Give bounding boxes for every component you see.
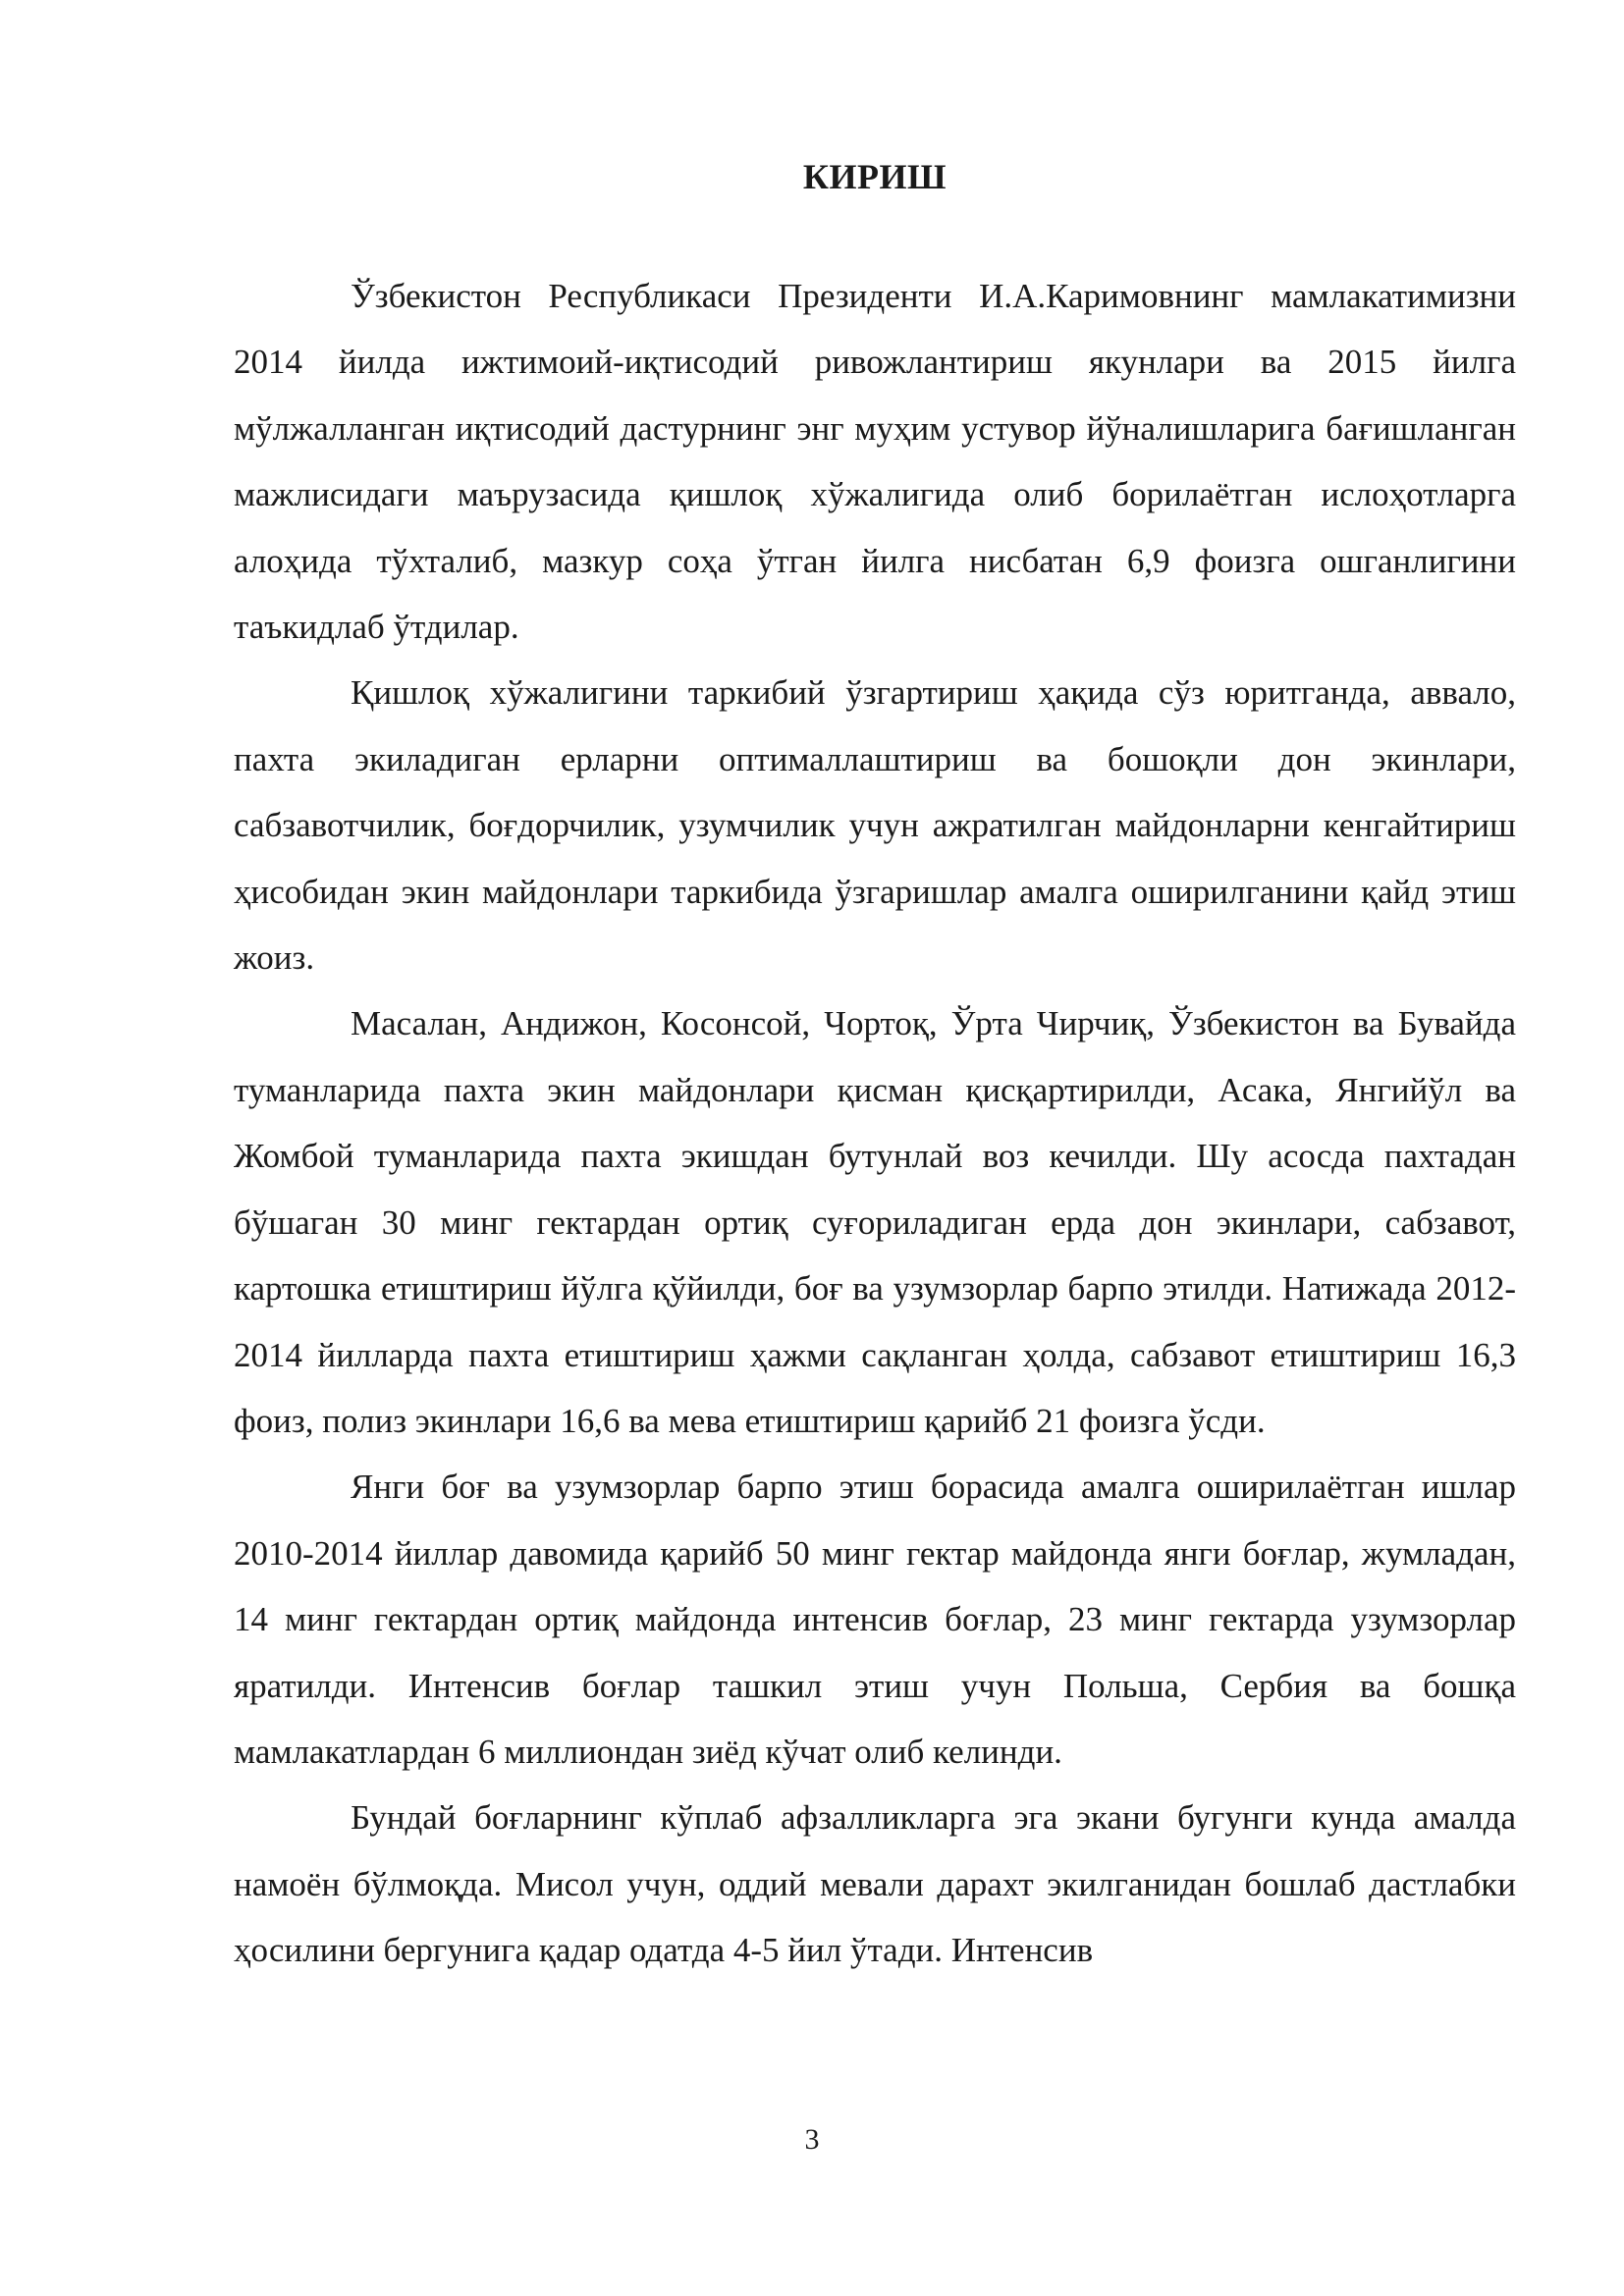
page-title: КИРИШ	[802, 157, 947, 196]
page-number: 3	[804, 2123, 820, 2156]
document-page	[234, 147, 1516, 2248]
paragraph-5: Бундай боғларнинг кўплаб афзалликларга эга экани бугунги кунда амалда намоён бўлмоқда. Мисол учун, оддий мевали дарахт экилганидан бошлаб дастлабки ҳосилини бергунига қадар одатда 4-5 йил ўтади. Интенсив	[234, 1798, 1516, 1970]
paragraph-2: Қишлоқ хўжалигини таркибий ўзгартириш ҳақида сўз юритганда, аввало, пахта экиладиган ерларни оптималлаштириш ва бошоқли дон экинлари, сабзавотчилик, боғдорчилик, узумчилик учун ажратилган майдонларни кенгайтириш ҳисобидан экин майдонлари таркибида ўзгаришлар амалга оширилганини қайд этиш жоиз.	[234, 673, 1516, 978]
paragraph-1: Ўзбекистон Республикаси Президенти И.А.Каримовнинг мамлакатимизни 2014 йилда ижтимоий-иқтисодий ривожлантириш якунлари ва 2015 йилга мўлжалланган иқтисодий дастурнинг энг муҳим устувор йўналишларига бағишланган мажлисидаги маърузасида қишлоқ хўжалигида олиб борилаётган ислоҳотларга алоҳида тўхталиб, мазкур соҳа ўтган йилга нисбатан 6,9 фоизга ошганлигини таъкидлаб ўтдилар.	[234, 277, 1516, 647]
paragraph-3: Масалан, Андижон, Косонсой, Чортоқ, Ўрта Чирчиқ, Ўзбекистон ва Бувайда туманларида пахта экин майдонлари қисман қисқартирилди, Асака, Янгийўл ва Жомбой туманларида пахта экишдан бутунлай воз кечилди. Шу асосда пахтадан бўшаган 30 минг гектардан ортиқ суғориладиган ерда дон экинлари, сабзавот, картошка етиштириш йўлга қўйилди, боғ ва узумзорлар барпо этилди. Натижада 2012-2014 йилларда пахта етиштириш ҳажми сақланган ҳолда, сабзавот етиштириш 16,3 фоиз, полиз экинлари 16,6 ва мева етиштириш қарийб 21 фоизга ўсди.	[234, 1004, 1516, 1440]
paragraph-4: Янги боғ ва узумзорлар барпо этиш борасида амалга оширилаётган ишлар 2010-2014 йиллар давомида қарийб 50 минг гектар майдонда янги боғлар, жумладан, 14 минг гектардан ортиқ майдонда интенсив боғлар, 23 минг гектарда узумзорлар яратилди. Интенсив боғлар ташкил этиш учун Польша, Сербия ва бошқа мамлакатлардан 6 миллиондан зиёд кўчат олиб келинди.	[234, 1468, 1516, 1771]
